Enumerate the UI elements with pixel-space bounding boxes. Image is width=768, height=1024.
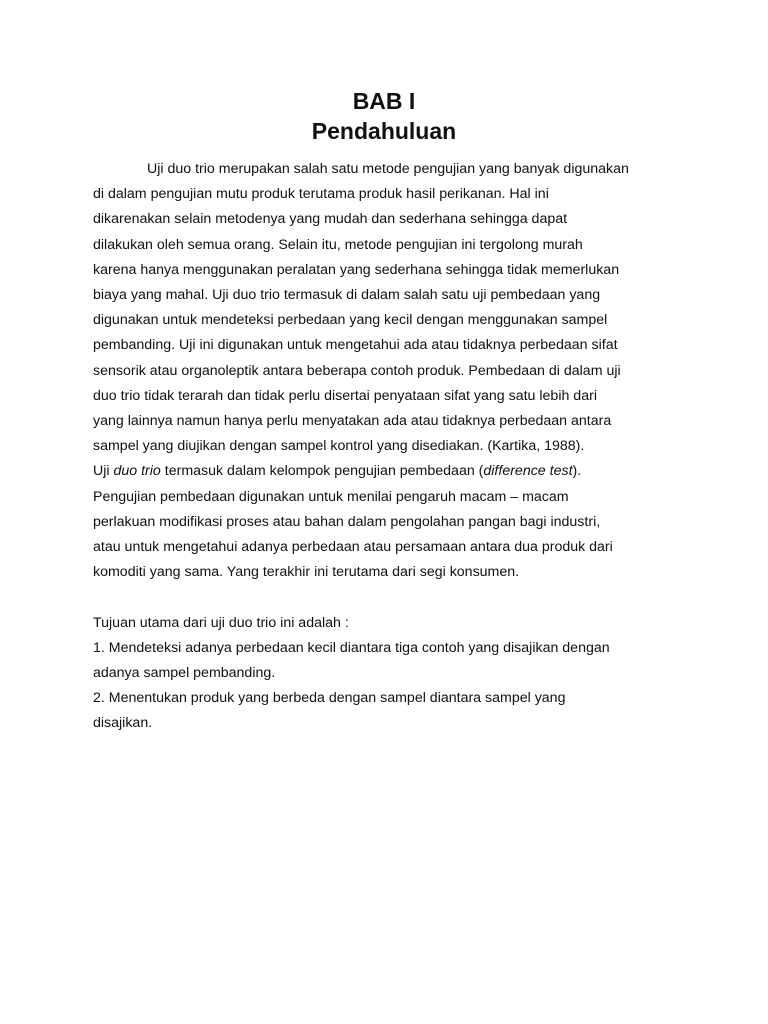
paragraph-gap — [93, 585, 683, 610]
text-line: 2. Menentukan produk yang berbeda dengan sampel diantara sampel yang — [93, 690, 566, 707]
text-line: biaya yang mahal. Uji duo trio termasuk di dalam salah satu uji pembedaan yang — [93, 287, 601, 304]
chapter-title: Pendahuluan — [311, 118, 457, 144]
text-line: atau untuk mengetahui adanya perbedaan atau persamaan antara dua produk dari — [93, 539, 613, 556]
text-run: ). — [572, 463, 582, 480]
text-line — [93, 459, 683, 484]
text-line: komoditi yang sama. Yang terakhir ini terutama dari segi konsumen. — [93, 564, 520, 581]
goal-item-2 — [93, 686, 683, 736]
text-line: adanya sampel pembanding. — [93, 665, 276, 682]
goal-item-1 — [93, 636, 683, 686]
text-line: di dalam pengujian mutu produk terutama produk hasil perikanan. Hal ini — [93, 186, 549, 203]
text-line: digunakan untuk mendeteksi perbedaan yang kecil dengan menggunakan sampel — [93, 312, 608, 329]
body-text — [93, 157, 683, 737]
goals-intro — [93, 611, 683, 636]
text-line: yang lainnya namun hanya perlu menyatakan ada atau tidaknya perbedaan antara — [93, 413, 612, 430]
text-line: Uji duo trio merupakan salah satu metode pengujian yang banyak digunakan — [147, 161, 629, 177]
chapter-heading: BAB I — [352, 88, 416, 114]
text-line: sensorik atau organoleptik antara beberapa contoh produk. Pembedaan di dalam uji — [93, 362, 621, 379]
text-line: karena hanya menggunakan peralatan yang sederhana sehingga tidak memerlukan — [93, 261, 620, 278]
text-line: sampel yang diujikan dengan sampel kontrol yang disediakan. (Kartika, 1988). — [93, 438, 585, 455]
paragraph-intro — [93, 157, 683, 459]
text-line: Pengujian pembedaan digunakan untuk menilai pengaruh macam – macam — [93, 488, 569, 505]
paragraph-difference-test — [93, 459, 683, 585]
text-line: dilakukan oleh semua orang. Selain itu, metode pengujian ini tergolong murah — [93, 236, 583, 253]
text-line: perlakuan modifikasi proses atau bahan dalam pengolahan pangan bagi industri, — [93, 513, 601, 530]
text-run: termasuk dalam kelompok pengujian pembedaan ( — [160, 463, 484, 480]
text-line: dikarenakan selain metodenya yang mudah dan sederhana sehingga dapat — [93, 211, 568, 228]
text-line: duo trio tidak terarah dan tidak perlu disertai penyataan sifat yang satu lebih dari — [93, 387, 597, 404]
text-line: disajikan. — [93, 715, 153, 732]
text-line: pembanding. Uji ini digunakan untuk mengetahui ada atau tidaknya perbedaan sifat — [93, 337, 618, 354]
italic-term: duo trio — [113, 463, 161, 480]
text-line: Tujuan utama dari uji duo trio ini adalah : — [93, 614, 349, 631]
italic-term: difference test — [483, 463, 573, 480]
text-run: Uji — [93, 463, 114, 480]
text-line: 1. Mendeteksi adanya perbedaan kecil diantara tiga contoh yang disajikan dengan — [93, 639, 610, 656]
